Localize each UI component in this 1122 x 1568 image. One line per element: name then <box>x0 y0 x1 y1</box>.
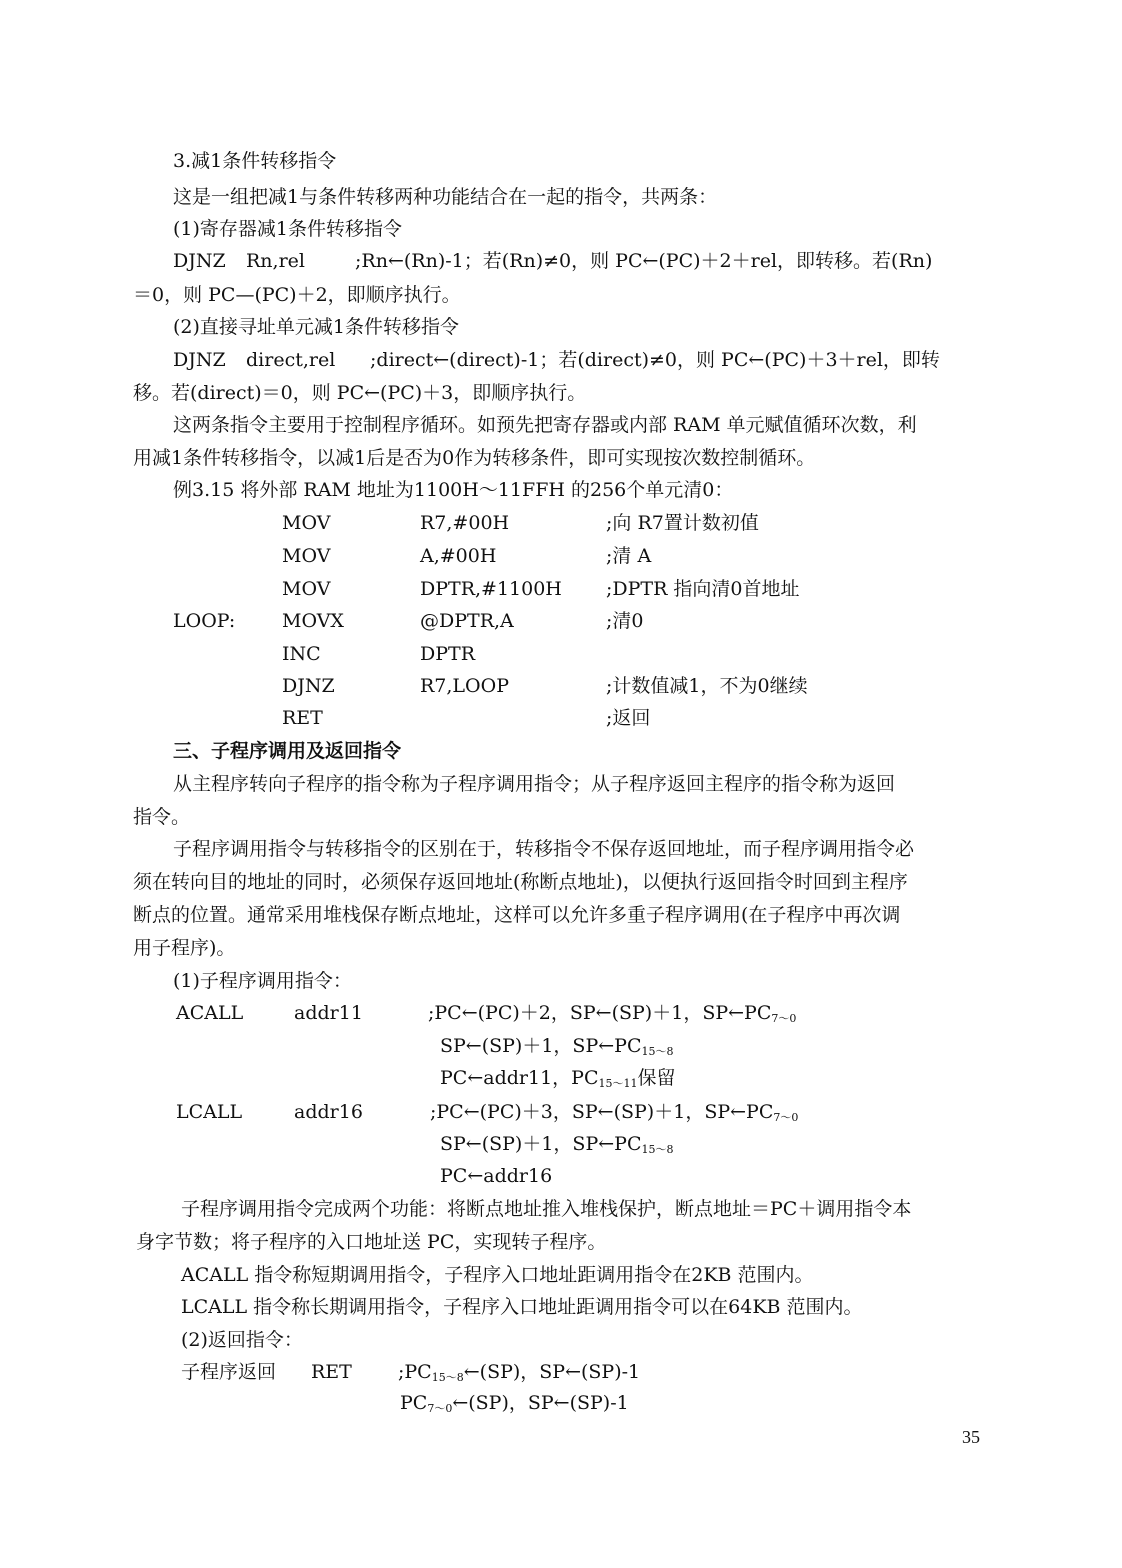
djnz1-continuation: ＝0，则 PC—(PC)＋2，即顺序执行。 <box>133 284 461 306</box>
paragraph-line: 子程序调用指令完成两个功能：将断点地址推入堆栈保护，断点地址＝PC＋调用指令本 <box>181 1198 912 1220</box>
paragraph-line: 从主程序转向子程序的指令称为子程序调用指令；从子程序返回主程序的指令称为返回 <box>173 773 896 795</box>
section-heading: 三、子程序调用及返回指令 <box>173 740 402 762</box>
code-op: RET <box>282 707 323 729</box>
djnz2-comment: ;direct←(direct)-1；若(direct)≠0，则 PC←(PC)＋3＋rel，即转 <box>370 349 940 371</box>
example-title: 例3.15 将外部 RAM 地址为1100H～11FFH 的256个单元清0： <box>173 479 734 501</box>
djnz2-mnemonic: DJNZ <box>173 349 226 371</box>
acall-operand: addr11 <box>294 1002 363 1024</box>
acall-op: ACALL <box>176 1002 244 1024</box>
code-operand: DPTR <box>420 643 475 665</box>
usage-paragraph-line: 用减1条件转移指令，以减1后是否为0作为转移条件，即可实现按次数控制循环。 <box>133 447 816 469</box>
code-op: INC <box>282 643 321 665</box>
acall-description: ACALL 指令称短期调用指令，子程序入口地址距调用指令在2KB 范围内。 <box>181 1264 814 1286</box>
call-heading: (1)子程序调用指令： <box>173 970 352 992</box>
code-op: MOV <box>282 578 331 600</box>
code-operand: @DPTR,A <box>420 610 514 632</box>
acall-comment-line: PC←addr11，$PC_{15\sim 11}$保留 <box>440 1067 676 1090</box>
paragraph-line: 身字节数；将子程序的入口地址送 PC，实现转子程序。 <box>136 1231 607 1253</box>
paragraph-line: 指令。 <box>133 806 191 828</box>
paragraph-line: 子程序调用指令与转移指令的区别在于，转移指令不保存返回地址，而子程序调用指令必 <box>173 838 915 860</box>
code-comment: ;清 A <box>606 545 652 567</box>
lcall-description: LCALL 指令称长期调用指令，子程序入口地址距调用指令可以在64KB 范围内。 <box>181 1296 863 1318</box>
code-operand: R7,LOOP <box>420 675 509 697</box>
djnz1-comment: ;Rn←(Rn)-1；若(Rn)≠0，则 PC←(PC)＋2＋rel，即转移。若(Rn) <box>355 250 933 272</box>
code-comment: ;计数值减1，不为0继续 <box>606 675 808 697</box>
section-heading: 3.减1条件转移指令 <box>173 150 337 172</box>
usage-paragraph-line: 这两条指令主要用于控制程序循环。如预先把寄存器或内部 RAM 单元赋值循环次数，利 <box>173 414 917 436</box>
code-operand: DPTR,#1100H <box>420 578 562 600</box>
intro-text: 这是一组把减1与条件转移两种功能结合在一起的指令，共两条： <box>173 186 718 208</box>
page-number: 35 <box>962 1427 980 1447</box>
code-comment: ;DPTR 指向清0首地址 <box>606 578 800 600</box>
item1-heading: (1)寄存器减1条件转移指令 <box>173 218 403 240</box>
acall-comment-line: ;PC←(PC)＋2，SP←(SP)＋1，$SP\leftarrow PC_{7\sim 0}$ <box>428 1002 797 1025</box>
code-operand: R7,#00H <box>420 512 510 534</box>
code-comment: ;向 R7置计数初值 <box>606 512 759 534</box>
code-comment: ;清0 <box>606 610 644 632</box>
ret-heading: (2)返回指令： <box>181 1329 303 1351</box>
ret-comment-line: $PC_{7\sim 0}\leftarrow(SP)$，SP←(SP)-1 <box>400 1392 629 1415</box>
djnz1-mnemonic: DJNZ <box>173 250 226 272</box>
djnz2-operand: direct,rel <box>246 349 336 371</box>
paragraph-line: 用子程序)。 <box>133 937 236 959</box>
code-op: MOVX <box>282 610 344 632</box>
lcall-operand: addr16 <box>294 1101 363 1123</box>
code-op: MOV <box>282 545 331 567</box>
acall-comment-line: SP←(SP)＋1，$SP\leftarrow PC_{15\sim 8}$ <box>440 1035 674 1058</box>
lcall-comment-line: PC←addr16 <box>440 1165 553 1187</box>
ret-op: RET <box>311 1361 352 1383</box>
paragraph-line: 断点的位置。通常采用堆栈保存断点地址，这样可以允许多重子程序调用(在子程序中再次调 <box>133 904 901 926</box>
code-label: LOOP: <box>173 610 236 632</box>
lcall-op: LCALL <box>176 1101 243 1123</box>
code-op: DJNZ <box>282 675 335 697</box>
paragraph-line: 须在转向目的地址的同时，必须保存返回地址(称断点地址)，以便执行返回指令时回到主程序 <box>133 871 908 893</box>
code-op: MOV <box>282 512 331 534</box>
code-comment: ;返回 <box>606 707 651 729</box>
djnz1-operand: Rn,rel <box>246 250 305 272</box>
lcall-comment-line: ;PC←(PC)＋3，SP←(SP)＋1，$SP\leftarrow PC_{7\sim 0}$ <box>430 1101 799 1124</box>
ret-comment-line: $;PC_{15\sim 8}\leftarrow(SP)$，SP←(SP)-1 <box>398 1361 641 1384</box>
lcall-comment-line: SP←(SP)＋1，$SP\leftarrow PC_{15\sim 8}$ <box>440 1133 674 1156</box>
code-operand: A,#00H <box>420 545 497 567</box>
ret-label: 子程序返回 <box>181 1361 277 1383</box>
djnz2-continuation: 移。若(direct)＝0，则 PC←(PC)＋3，即顺序执行。 <box>133 382 587 404</box>
item2-heading: (2)直接寻址单元减1条件转移指令 <box>173 316 460 338</box>
